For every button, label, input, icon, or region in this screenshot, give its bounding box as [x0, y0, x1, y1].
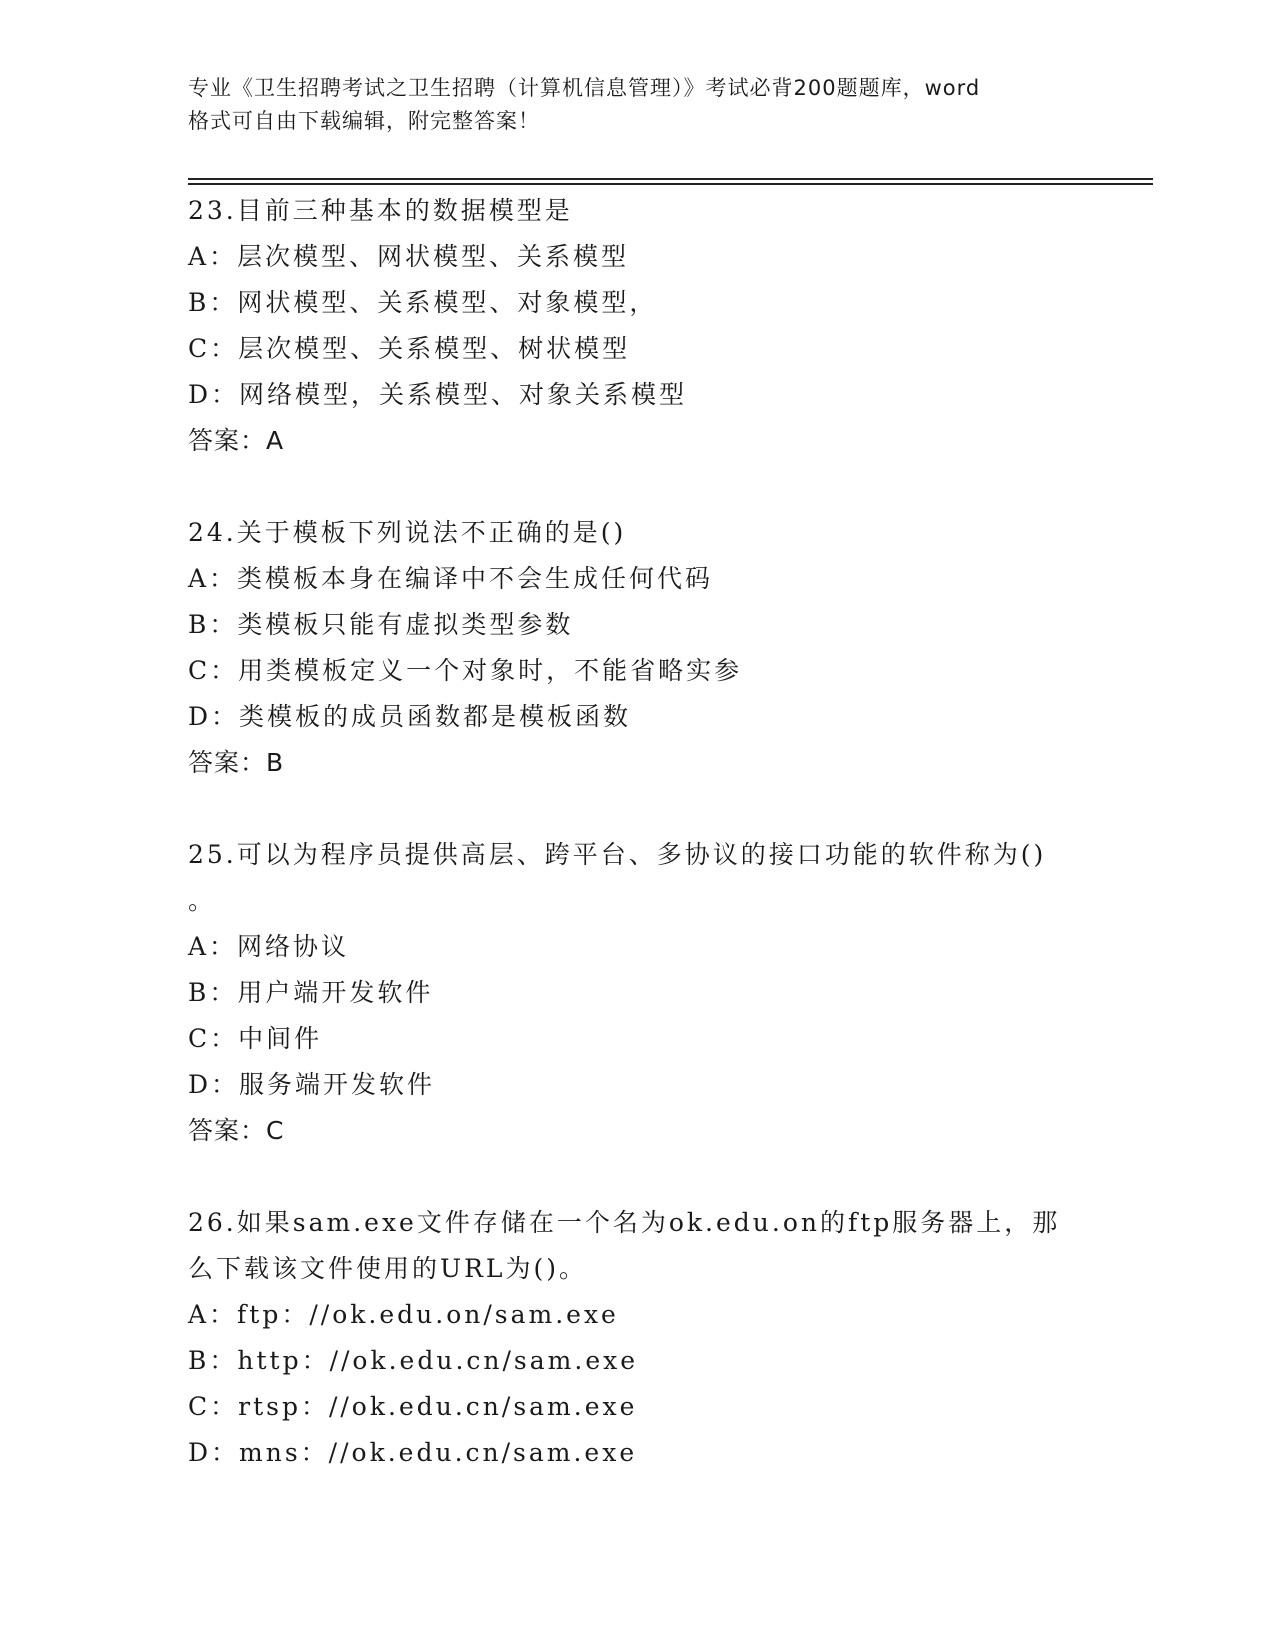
answer: 答案：A	[188, 426, 285, 455]
question-text: 26.如果sam.exe文件存储在一个名为ok.edu.on的ftp服务器上，那	[188, 1208, 1061, 1237]
question-list	[188, 188, 1088, 1476]
question-text: 24.关于模板下列说法不正确的是()	[188, 518, 627, 547]
question-spacer	[188, 1154, 1088, 1200]
option-b: B：类模板只能有虚拟类型参数	[188, 610, 574, 639]
header-divider-top	[188, 178, 1153, 180]
option-a: A：类模板本身在编译中不会生成任何代码	[188, 564, 714, 593]
answer: 答案：C	[188, 1116, 285, 1145]
option-d: D：类模板的成员函数都是模板函数	[188, 702, 632, 731]
option-c: C：中间件	[188, 1024, 323, 1053]
answer: 答案：B	[188, 748, 285, 777]
question-spacer	[188, 786, 1088, 832]
document-header	[188, 72, 1088, 138]
option-d: D：网络模型，关系模型、对象关系模型	[188, 380, 688, 409]
option-b: B：网状模型、关系模型、对象模型，	[188, 288, 658, 317]
question-23	[188, 188, 1088, 464]
option-a: A：层次模型、网状模型、关系模型	[188, 242, 630, 271]
question-text: 25.可以为程序员提供高层、跨平台、多协议的接口功能的软件称为()	[188, 840, 1047, 869]
option-b: B：用户端开发软件	[188, 978, 434, 1007]
question-25	[188, 832, 1088, 1154]
question-26	[188, 1200, 1088, 1476]
question-text-continued: 。	[188, 886, 217, 915]
option-b: B：http：//ok.edu.cn/sam.exe	[188, 1346, 639, 1375]
question-spacer	[188, 464, 1088, 510]
option-a: A：网络协议	[188, 932, 350, 961]
option-a: A：ftp：//ok.edu.on/sam.exe	[188, 1300, 619, 1329]
header-line-1: 专业《卫生招聘考试之卫生招聘（计算机信息管理）》考试必背200题题库，word	[188, 76, 981, 100]
option-c: C：用类模板定义一个对象时，不能省略实参	[188, 656, 743, 685]
option-d: D：服务端开发软件	[188, 1070, 436, 1099]
question-24	[188, 510, 1088, 786]
option-c: C：rtsp：//ok.edu.cn/sam.exe	[188, 1392, 638, 1421]
header-line-2: 格式可自由下载编辑，附完整答案！	[188, 109, 540, 133]
option-d: D：mns：//ok.edu.cn/sam.exe	[188, 1438, 638, 1467]
option-c: C：层次模型、关系模型、树状模型	[188, 334, 631, 363]
question-text: 23.目前三种基本的数据模型是	[188, 196, 573, 225]
question-text-continued: 么下载该文件使用的URL为()。	[188, 1254, 588, 1283]
header-divider-bottom	[188, 183, 1153, 185]
